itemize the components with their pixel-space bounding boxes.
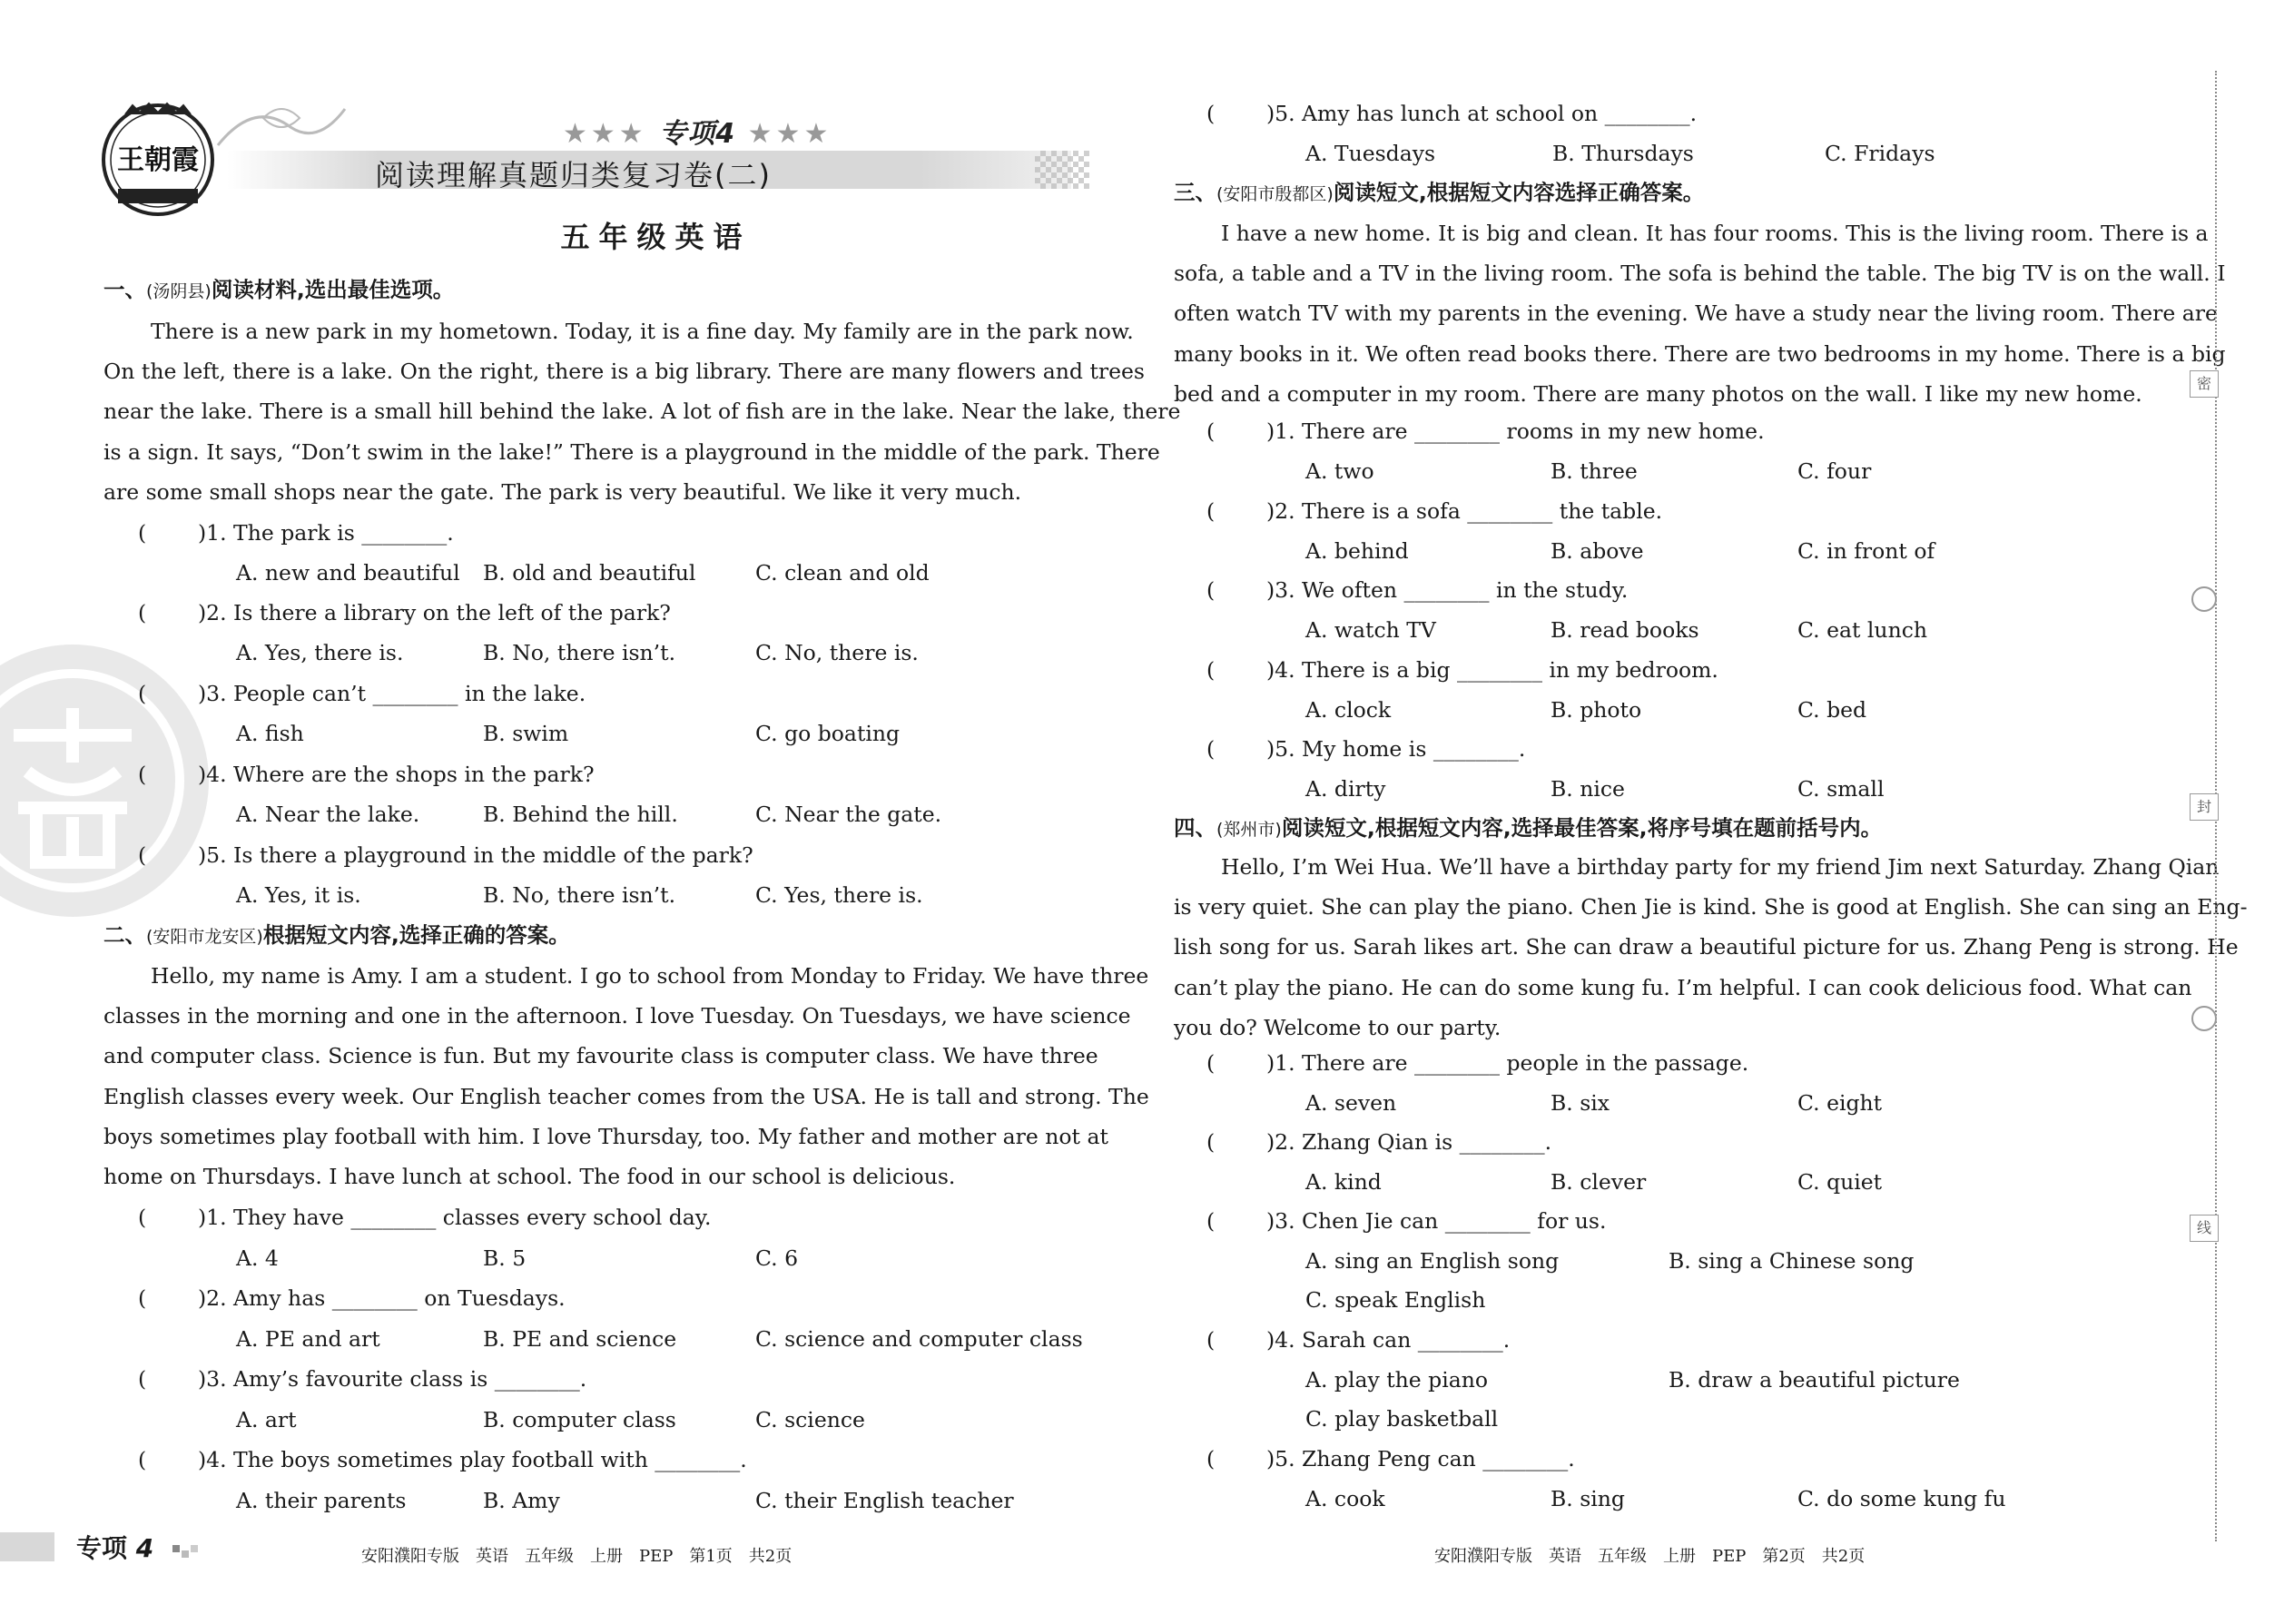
s1-q1-option-a: A. new and beautiful [236, 560, 460, 586]
s3-q2 [1206, 497, 1662, 525]
answer-bracket[interactable]: ( [1206, 498, 1216, 524]
s4-q5-option-a: A. cook [1305, 1486, 1385, 1511]
answer-bracket[interactable]: ( [138, 1285, 147, 1311]
passage-line: is a sign. It says, “Don’t swim in the lake!” There is a playground in the middle of the park. There [103, 438, 1160, 465]
s3-q3 [1206, 576, 1628, 604]
s4-q3-option-c: C. speak English [1305, 1287, 1486, 1313]
footer-dots-icon [172, 1543, 205, 1558]
s2-q3-option-a: A. art [236, 1407, 297, 1432]
s3-q1-option-b: B. three [1551, 458, 1638, 484]
s3-q4 [1206, 656, 1718, 684]
s1-q2 [138, 599, 671, 626]
passage-line: bed and a computer in my room. There are many photos on the wall. I like my new home. [1174, 380, 2142, 407]
passage-line: home on Thursdays. I have lunch at school. The food in our school is delicious. [103, 1164, 956, 1190]
s1-q5-option-c: C. Yes, there is. [755, 882, 923, 908]
s1-q1-option-b: B. old and beautiful [483, 560, 696, 586]
section-3-number: 三、 [1174, 180, 1216, 205]
question-text: )1. They have ________ classes every school day. [198, 1205, 712, 1230]
question-text: )1. There are ________ people in the passage. [1266, 1050, 1749, 1076]
passage-line: can’t play the piano. He can do some kung fu. I’m helpful. I can cook delicious food. What can [1174, 974, 2192, 1000]
answer-bracket[interactable]: ( [1206, 1446, 1216, 1471]
right-page [1147, 0, 2294, 1624]
s3-q2-option-b: B. above [1551, 538, 1644, 564]
question-text: )3. We often ________ in the study. [1266, 577, 1629, 603]
section-2-instruction: 根据短文内容,选择正确的答案。 [262, 922, 570, 948]
answer-bracket[interactable]: ( [1206, 1050, 1216, 1076]
section-1-passage [103, 311, 1181, 512]
s2-q4-option-a: A. their parents [236, 1488, 407, 1513]
answer-bracket[interactable]: ( [138, 842, 147, 868]
s3-q5-option-a: A. dirty [1305, 776, 1386, 802]
footer-label-text: 专项 [76, 1533, 128, 1563]
passage-line: you do? Welcome to our party. [1174, 1014, 1501, 1040]
s3-q4-option-b: B. photo [1551, 697, 1642, 723]
footer-page-info: 安阳濮阳专版 英语 五年级 上册 PEP 第1页 共2页 [361, 1547, 793, 1566]
binding-mark: 线 [2190, 1215, 2219, 1242]
s2-q2-option-b: B. PE and science [483, 1326, 677, 1352]
answer-bracket[interactable]: ( [1206, 736, 1216, 762]
question-text: )5. Amy has lunch at school on ________. [1266, 101, 1698, 126]
section-4-instruction: 阅读短文,根据短文内容,选择最佳答案,将序号填在题前括号内。 [1281, 815, 1883, 841]
footer-label-number: 4 [135, 1533, 154, 1563]
s4-q2-option-c: C. quiet [1797, 1169, 1883, 1195]
s1-q5-option-b: B. No, there isn’t. [483, 882, 676, 908]
question-text: )5. My home is ________. [1266, 736, 1526, 762]
section-3-heading [1174, 179, 1704, 208]
s2-q5-option-a: A. Tuesdays [1305, 141, 1436, 166]
answer-bracket[interactable]: ( [1206, 1129, 1216, 1155]
question-text: )3. Amy’s favourite class is ________. [198, 1366, 587, 1392]
question-text: )4. Where are the shops in the park? [198, 762, 595, 787]
passage-line: Hello, I’m Wei Hua. We’ll have a birthday party for my friend Jim next Saturday. Zhang Qian [1221, 854, 2220, 880]
section-2-region: (安阳市龙安区) [146, 927, 263, 947]
question-text: )1. There are ________ rooms in my new home. [1266, 418, 1765, 444]
passage-line: Hello, my name is Amy. I am a student. I go to school from Monday to Friday. We have three [151, 963, 1149, 989]
section-3-passage [1174, 213, 2226, 414]
passage-line: classes in the morning and one in the afternoon. I love Tuesday. On Tuesdays, we have science [103, 1003, 1131, 1029]
passage-line: On the left, there is a lake. On the right, there is a big library. There are many flowers and trees [103, 359, 1145, 385]
question-text: )3. People can’t ________ in the lake. [198, 681, 586, 706]
passage-line: many books in it. We often read books there. There are two bedrooms in my home. There is a big [1174, 340, 2226, 367]
s4-q2-option-a: A. kind [1305, 1169, 1382, 1195]
s2-q4-option-c: C. their English teacher [755, 1488, 1014, 1513]
question-text: )2. There is a sofa ________ the table. [1266, 498, 1663, 524]
s4-q1-option-c: C. eight [1797, 1090, 1883, 1116]
question-text: )4. There is a big ________ in my bedroom. [1266, 657, 1718, 683]
s2-q5-option-b: B. Thursdays [1552, 141, 1694, 166]
section-1-instruction: 阅读材料,选出最佳选项。 [211, 277, 455, 302]
s2-q1 [138, 1204, 711, 1231]
section-1-region: (汤阴县) [146, 281, 212, 301]
question-text: )5. Is there a playground in the middle of the park? [198, 842, 753, 868]
section-2-number: 二、 [103, 922, 146, 948]
passage-line: and computer class. Science is fun. But my favourite class is computer class. We have three [103, 1043, 1098, 1069]
s1-q4-option-a: A. Near the lake. [236, 802, 420, 827]
s4-q1-option-b: B. six [1551, 1090, 1610, 1116]
passage-line: often watch TV with my parents in the evening. We have a study near the living room. There are [1174, 300, 2218, 327]
s1-q3-option-b: B. swim [483, 721, 569, 746]
question-text: )1. The park is ________. [198, 520, 454, 546]
s3-q5-option-b: B. nice [1551, 776, 1625, 802]
s3-q4-option-a: A. clock [1305, 697, 1392, 723]
s1-q3-option-c: C. go boating [755, 721, 901, 746]
answer-bracket[interactable]: ( [138, 681, 147, 706]
stars-left-icon: ★★★ [563, 118, 647, 150]
section-tag [563, 111, 832, 151]
s4-q2 [1206, 1128, 1551, 1156]
answer-bracket[interactable]: ( [1206, 1327, 1216, 1353]
section-1-number: 一、 [103, 277, 146, 302]
s1-q5-option-a: A. Yes, it is. [236, 882, 361, 908]
s3-q3-option-b: B. read books [1551, 617, 1699, 643]
section-3-region: (安阳市殷都区) [1216, 184, 1334, 204]
s3-q4-option-c: C. bed [1797, 697, 1867, 723]
s3-q2-option-c: C. in front of [1797, 538, 1935, 564]
passage-line: is very quiet. She can play the piano. Chen Jie is kind. She is good at English. She can sing an Eng- [1174, 894, 2248, 920]
s2-q1-option-c: C. 6 [755, 1245, 799, 1271]
s4-q5 [1206, 1445, 1575, 1472]
s1-q4 [138, 761, 595, 788]
s1-q4-option-c: C. Near the gate. [755, 802, 942, 827]
s1-q1 [138, 519, 454, 546]
answer-bracket[interactable]: ( [1206, 418, 1216, 444]
answer-bracket[interactable]: ( [138, 762, 147, 787]
binding-mark: 密 [2190, 370, 2219, 398]
s3-q1-option-a: A. two [1305, 458, 1374, 484]
tag-label: 专项4 [659, 118, 736, 150]
s3-q3-option-a: A. watch TV [1305, 617, 1436, 643]
stars-right-icon: ★★★ [747, 118, 832, 150]
s1-q1-option-c: C. clean and old [755, 560, 930, 586]
passage-line: are some small shops near the gate. The park is very beautiful. We like it very much. [103, 478, 1022, 505]
s4-q1-option-a: A. seven [1305, 1090, 1397, 1116]
passage-line: sofa, a table and a TV in the living room. The sofa is behind the table. The big TV is on the wall. I [1174, 261, 2226, 287]
s1-q5 [138, 842, 753, 869]
question-text: )5. Zhang Peng can ________. [1266, 1446, 1575, 1471]
s2-q1-option-b: B. 5 [483, 1245, 527, 1271]
s4-q4-option-b: B. draw a beautiful picture [1669, 1367, 1960, 1393]
binding-hole-icon [2191, 1006, 2217, 1031]
page-subtitle: 五年级英语 [560, 220, 752, 254]
binding-hole-icon [2191, 586, 2217, 612]
answer-bracket[interactable]: ( [1206, 101, 1216, 126]
s1-q2-option-a: A. Yes, there is. [236, 640, 404, 665]
s2-q5 [1206, 100, 1697, 127]
passage-line: English classes every week. Our English teacher comes from the USA. He is tall and strong. The [103, 1083, 1149, 1109]
section-4-region: (郑州市) [1216, 820, 1282, 840]
s2-q4-option-b: B. Amy [483, 1488, 560, 1513]
footer-bar [0, 1532, 54, 1561]
binding-mark: 封 [2190, 793, 2219, 821]
s4-q3 [1206, 1207, 1606, 1235]
s4-q5-option-c: C. do some kung fu [1797, 1486, 2006, 1511]
question-text: )4. Sarah can ________. [1266, 1327, 1511, 1353]
s3-q1 [1206, 418, 1765, 445]
answer-bracket[interactable]: ( [138, 520, 147, 546]
s2-q1-option-a: A. 4 [236, 1245, 279, 1271]
question-text: )2. Amy has ________ on Tuesdays. [198, 1285, 566, 1311]
s4-q4 [1206, 1326, 1510, 1353]
answer-bracket[interactable]: ( [1206, 577, 1216, 603]
s2-q2-option-c: C. science and computer class [755, 1326, 1083, 1352]
s2-q3-option-b: B. computer class [483, 1407, 676, 1432]
passage-line: lish song for us. Sarah likes art. She can draw a beautiful picture for us. Zhang Peng is strong. He [1174, 934, 2239, 960]
s2-q5-option-c: C. Fridays [1825, 141, 1935, 166]
s3-q5 [1206, 735, 1525, 763]
s4-q3-option-b: B. sing a Chinese song [1669, 1248, 1915, 1274]
s3-q1-option-c: C. four [1797, 458, 1872, 484]
s4-q1 [1206, 1049, 1748, 1077]
section-1-heading [103, 276, 454, 305]
s1-q4-option-b: B. Behind the hill. [483, 802, 678, 827]
s3-q2-option-a: A. behind [1305, 538, 1409, 564]
section-3-instruction: 阅读短文,根据短文内容选择正确答案。 [1333, 180, 1705, 205]
answer-bracket[interactable]: ( [138, 1205, 147, 1230]
s1-q2-option-b: B. No, there isn’t. [483, 640, 676, 665]
answer-bracket[interactable]: ( [138, 600, 147, 625]
s1-q2-option-c: C. No, there is. [755, 640, 919, 665]
section-4-number: 四、 [1174, 815, 1216, 841]
s2-q2 [138, 1284, 566, 1312]
answer-bracket[interactable]: ( [1206, 657, 1216, 683]
passage-line: I have a new home. It is big and clean. It has four rooms. This is the living room. There is a [1221, 221, 2209, 246]
s4-q3-option-a: A. sing an English song [1305, 1248, 1560, 1274]
footer-label [76, 1529, 153, 1565]
section-2-passage [103, 956, 1149, 1196]
question-text: )3. Chen Jie can ________ for us. [1266, 1208, 1607, 1234]
s4-q2-option-b: B. clever [1551, 1169, 1647, 1195]
passage-line: boys sometimes play football with him. I love Thursday, too. My father and mother are not at [103, 1123, 1108, 1149]
s3-q3-option-c: C. eat lunch [1797, 617, 1927, 643]
s3-q5-option-c: C. small [1797, 776, 1885, 802]
s2-q2-option-a: A. PE and art [236, 1326, 380, 1352]
question-text: )2. Zhang Qian is ________. [1266, 1129, 1552, 1155]
page-title: 阅读理解真题归类复习卷(二) [375, 158, 772, 192]
svg-text:王朝霞: 王朝霞 [117, 144, 199, 176]
question-text: )2. Is there a library on the left of the park? [198, 600, 671, 625]
s1-q3 [138, 680, 586, 707]
section-4-passage [1174, 847, 2248, 1048]
section-2-heading [103, 921, 570, 950]
s4-q5-option-b: B. sing [1551, 1486, 1625, 1511]
section-4-heading [1174, 814, 1882, 843]
s2-q3 [138, 1365, 586, 1393]
s4-q4-option-c: C. play basketball [1305, 1406, 1499, 1432]
s4-q4-option-a: A. play the piano [1305, 1367, 1489, 1393]
s2-q4 [138, 1446, 747, 1473]
answer-bracket[interactable]: ( [1206, 1208, 1216, 1234]
s1-q3-option-a: A. fish [236, 721, 304, 746]
passage-line: near the lake. There is a small hill behind the lake. A lot of fish are in the lake. Near the lake, there [103, 399, 1181, 425]
ribbon-decoration-icon [209, 100, 354, 154]
answer-bracket[interactable]: ( [138, 1366, 147, 1392]
passage-line: There is a new park in my hometown. Today, it is a fine day. My family are in the park now. [151, 319, 1134, 344]
footer-page-info: 安阳濮阳专版 英语 五年级 上册 PEP 第2页 共2页 [1434, 1547, 1866, 1566]
answer-bracket[interactable]: ( [138, 1447, 147, 1472]
s2-q3-option-c: C. science [755, 1407, 865, 1432]
question-text: )4. The boys sometimes play football with ________. [198, 1447, 747, 1472]
